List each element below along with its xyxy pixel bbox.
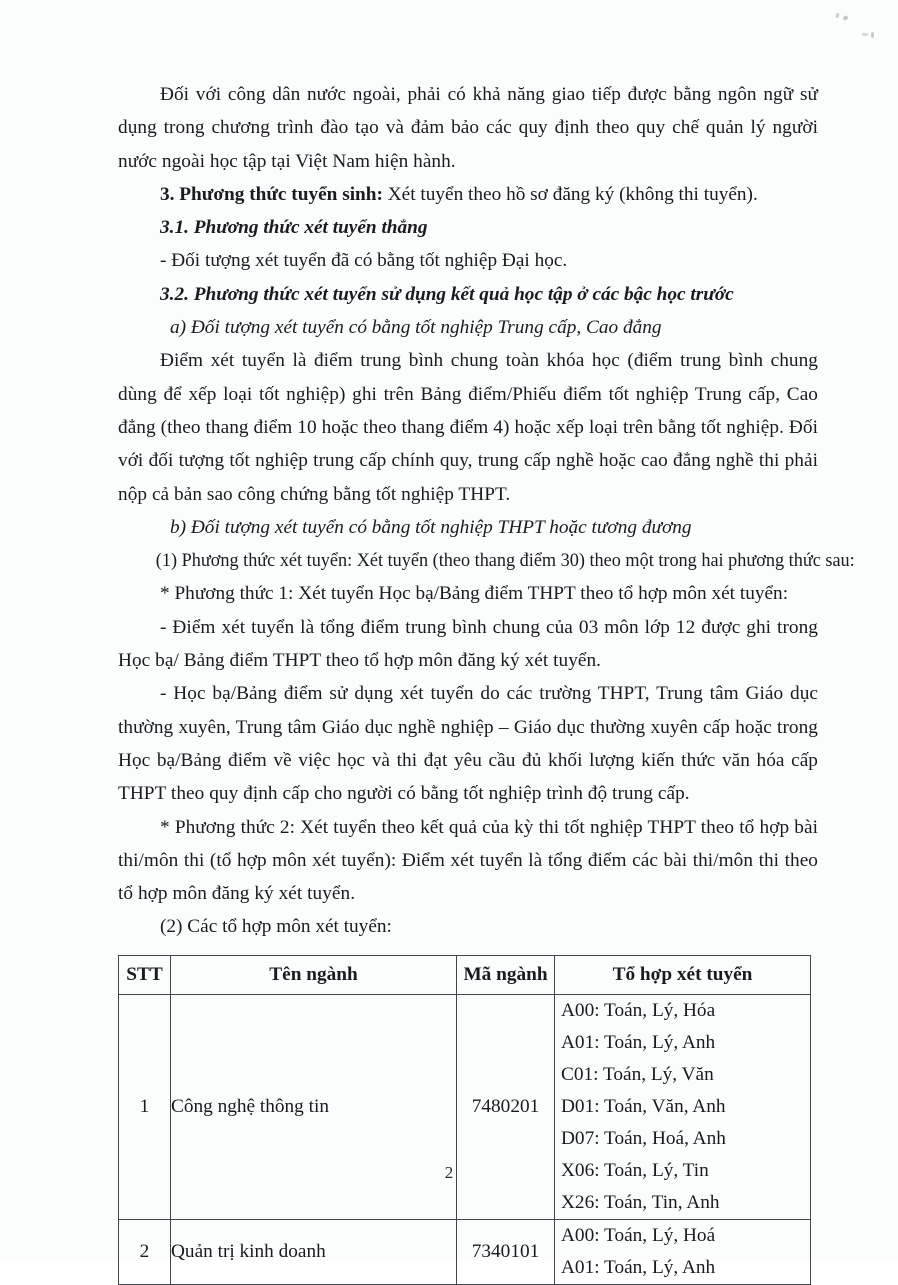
- document-body: [118, 78, 855, 1285]
- combination-item: A00: Toán, Lý, Hóa: [561, 999, 716, 1021]
- table-header-row: [119, 955, 811, 994]
- combination-item: D01: Toán, Văn, Anh: [561, 1095, 726, 1117]
- scan-speck-icon: [842, 15, 848, 21]
- paragraph-b-2-combination-list: (2) Các tổ hợp môn xét tuyển:: [160, 916, 392, 938]
- cell-combinations: [555, 1219, 811, 1284]
- combination-table-wrapper: [118, 955, 810, 1285]
- heading-3-rest: Xét tuyển theo hồ sơ đăng ký (không thi tuyển).: [382, 183, 758, 205]
- combination-list: [555, 1220, 810, 1284]
- combination-list: [555, 995, 810, 1219]
- cell-combinations: [555, 994, 811, 1219]
- heading-3-label: 3. Phương thức tuyển sinh:: [160, 183, 383, 205]
- cell-code: 7480201: [457, 994, 555, 1219]
- combination-item: X26: Toán, Tin, Anh: [561, 1191, 720, 1213]
- cell-name: Công nghệ thông tin: [171, 994, 457, 1219]
- paragraph-foreign-citizens: Đối với công dân nước ngoài, phải có khả năng giao tiếp được bằng ngôn ngữ sử dụng trong chương trình đào tạo và đảm bảo các quy định theo quy chế quản lý người nước ngoài học tập tại Việt Nam hiện hành.: [118, 84, 818, 172]
- cell-stt: 2: [119, 1219, 171, 1284]
- paragraph-b-1-methods: (1) Phương thức xét tuyển: Xét tuyển (theo thang điểm 30) theo một trong hai phương thức sau:: [155, 550, 855, 572]
- heading-3-admission-method: [118, 178, 818, 211]
- table-row: [119, 994, 811, 1219]
- heading-3-2-academic-results: 3.2. Phương thức xét tuyển sử dụng kết quả học tập ở các bậc học trước: [160, 283, 734, 305]
- cell-stt: 1: [119, 994, 171, 1219]
- combination-item: A01: Toán, Lý, Anh: [561, 1256, 716, 1278]
- paragraph-method-1-dash-2: - Học bạ/Bảng điểm sử dụng xét tuyển do các trường THPT, Trung tâm Giáo dục thường xuyên, Trung tâm Giáo dục nghề nghiệp – Giáo dục thường xuyên cấp hoặc trong Học bạ/Bảng điểm về việc học và thi đạt yêu cầu đủ khối lượng kiến thức văn hóa cấp THPT theo quy định cấp cho người có bằng tốt nghiệp trình độ trung cấp.: [118, 683, 818, 805]
- combination-item: X06: Toán, Lý, Tin: [561, 1159, 709, 1181]
- combination-item: A01: Toán, Lý, Anh: [561, 1031, 716, 1053]
- page-number: 2: [444, 1163, 454, 1182]
- column-header-name: Tên ngành: [171, 955, 457, 994]
- heading-3-1-direct-admission: 3.1. Phương thức xét tuyển thẳng: [160, 217, 428, 239]
- table-row: [119, 1219, 811, 1284]
- combination-item: A00: Toán, Lý, Hoá: [561, 1224, 716, 1246]
- column-header-combo: Tổ hợp xét tuyển: [555, 955, 811, 994]
- paragraph-a-body: Điểm xét tuyển là điểm trung bình chung toàn khóa học (điểm trung bình chung dùng để xếp loại tốt nghiệp) ghi trên Bảng điểm/Phiếu điểm tốt nghiệp Trung cấp, Cao đẳng (theo thang điểm 10 hoặc theo thang điểm 4) hoặc xếp loại trên bằng tốt nghiệp. Đối với đối tượng tốt nghiệp trung cấp chính quy, trung cấp nghề hoặc cao đẳng nghề thi phải nộp cả bản sao công chứng bằng tốt nghiệp THPT.: [118, 350, 818, 505]
- paragraph-3-1-item: - Đối tượng xét tuyển đã có bằng tốt nghiệp Đại học.: [160, 250, 568, 272]
- scan-speck-icon: [871, 32, 874, 38]
- admission-combination-table: [118, 955, 811, 1285]
- paragraph-method-1-dash-1: - Điểm xét tuyển là tổng điểm trung bình chung của 03 môn lớp 12 được ghi trong Học bạ/ Bảng điểm THPT theo tổ hợp môn đăng ký xét tuyển.: [118, 616, 818, 672]
- paragraph-method-1: * Phương thức 1: Xét tuyển Học bạ/Bảng điểm THPT theo tổ hợp môn xét tuyển:: [160, 583, 789, 605]
- scan-speck-icon: [862, 33, 868, 36]
- combination-item: D07: Toán, Hoá, Anh: [561, 1127, 726, 1149]
- column-header-stt: STT: [119, 955, 171, 994]
- heading-a-trung-cap-cao-dang: a) Đối tượng xét tuyển có bằng tốt nghiệp Trung cấp, Cao đẳng: [170, 317, 662, 339]
- cell-name: Quản trị kinh doanh: [171, 1219, 457, 1284]
- scan-speck-icon: [835, 13, 839, 19]
- combination-item: C01: Toán, Lý, Văn: [561, 1063, 714, 1085]
- cell-code: 7340101: [457, 1219, 555, 1284]
- paragraph-method-2: * Phương thức 2: Xét tuyển theo kết quả của kỳ thi tốt nghiệp THPT theo tổ hợp bài thi/môn thi (tổ hợp môn xét tuyển): Điểm xét tuyển là tổng điểm các bài thi/môn thi theo tổ hợp môn đăng ký xét tuyển.: [118, 816, 818, 905]
- column-header-code: Mã ngành: [457, 955, 555, 994]
- heading-b-thpt: b) Đối tượng xét tuyển có bằng tốt nghiệp THPT hoặc tương đương: [170, 516, 692, 538]
